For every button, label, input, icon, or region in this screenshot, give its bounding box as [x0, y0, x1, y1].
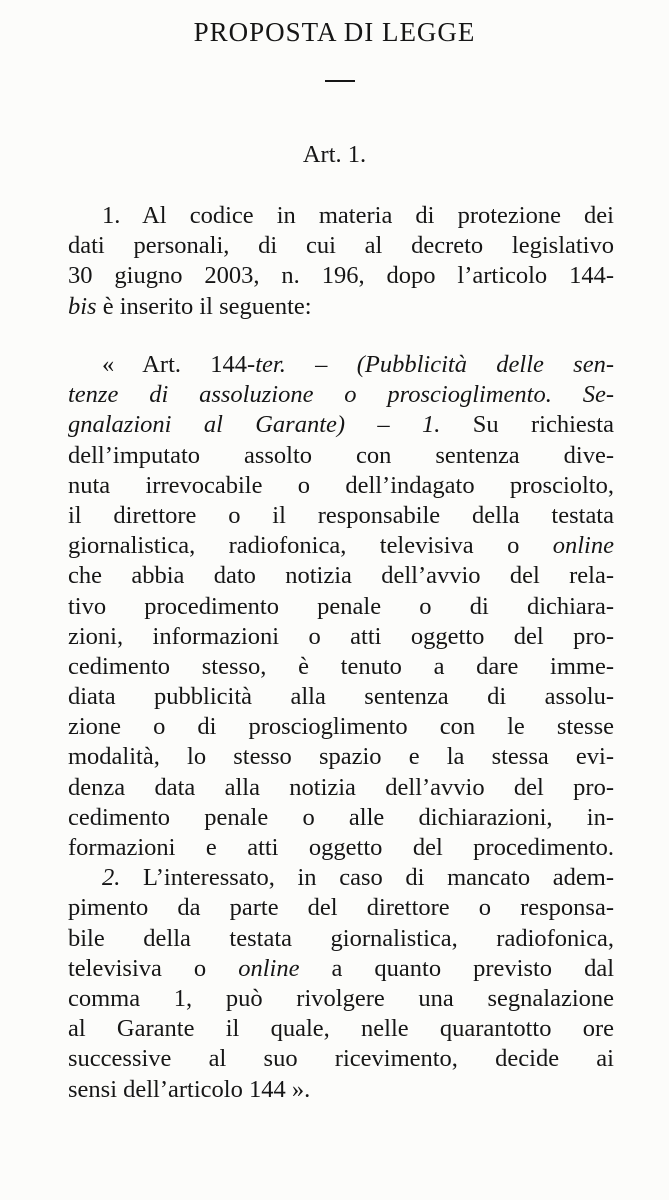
quoted-article-line: nuta irrevocabile o dell’indagato prosciolto,: [68, 471, 614, 499]
quoted-article-line: che abbia dato notizia dell’avvio del rela-: [68, 562, 614, 590]
quoted-article-line: pimento da parte del direttore o responsa-: [68, 894, 614, 922]
line-text: L’interessato, in caso di mancato adem-: [120, 864, 614, 892]
quoted-article-line: zioni, informazioni o atti oggetto del pro-: [68, 622, 614, 650]
quoted-article-line: tivo procedimento penale o di dichiara-: [68, 592, 614, 620]
quoted-article-line: bile della testata giornalistica, radiofonica,: [68, 924, 614, 952]
quoted-article-line: diata pubblicità alla sentenza di assolu-: [68, 683, 614, 711]
online-term: online: [238, 954, 300, 982]
comma-number: 1.: [422, 411, 441, 439]
quoted-article-line: dell’imputato assolto con sentenza dive-: [68, 441, 614, 469]
quoted-article-line: cedimento stesso, è tenuto a dare imme-: [68, 652, 614, 680]
article-heading: Art. 1.: [302, 141, 367, 168]
paragraph-1-line: 30 giugno 2003, n. 196, dopo l’articolo 144-: [68, 262, 614, 290]
bis-term: bis: [68, 292, 97, 320]
quoted-article-line: [68, 954, 614, 984]
ter-term: ter.: [255, 351, 286, 378]
quoted-article-line: [68, 863, 614, 893]
comma-number: 2.: [102, 864, 121, 892]
paragraph-1: [68, 201, 614, 322]
quoted-article-line: [68, 380, 614, 410]
line-text: –: [285, 351, 357, 378]
quoted-article-line: comma 1, può rivolgere una segnalazione: [68, 984, 614, 1012]
paragraph-1-line: 1. Al codice in materia di protezione dei: [102, 202, 614, 229]
line-text: a quanto previsto dal: [299, 954, 614, 982]
quoted-article: [68, 350, 614, 1105]
quoted-article-line: zione o di proscioglimento con le stesse: [68, 713, 614, 741]
article-rubric: tenze di assoluzione o proscioglimento. Se-: [68, 381, 614, 409]
article-rubric: (Pubblicità delle sen-: [356, 351, 614, 378]
quoted-article-line: [68, 350, 614, 380]
quoted-article-line: modalità, lo stesso spazio e la stessa evi-: [68, 743, 614, 771]
line-text: Su richiesta: [440, 411, 614, 439]
document-title: PROPOSTA DI LEGGE: [193, 17, 476, 47]
paragraph-1-line: [68, 292, 614, 322]
article-rubric: gnalazioni al Garante): [68, 411, 346, 439]
line-text: –: [345, 411, 423, 439]
quoted-article-line: [68, 410, 614, 440]
quoted-article-line: denza data alla notizia dell’avvio del pro-: [68, 773, 614, 801]
quoted-article-line: sensi dell’articolo 144 ».: [68, 1075, 311, 1103]
line-text: « Art. 144-: [102, 351, 256, 378]
quoted-article-line: cedimento penale o alle dichiarazioni, in-: [68, 803, 614, 831]
quoted-article-line: al Garante il quale, nelle quarantotto ore: [68, 1015, 614, 1043]
paragraph-1-line: dati personali, di cui al decreto legislativo: [68, 232, 614, 260]
title-separator: [325, 80, 355, 82]
line-text: televisiva o: [68, 954, 239, 982]
line-text: è inserito il seguente:: [96, 292, 312, 320]
quoted-article-line: formazioni e atti oggetto del procedimento.: [68, 834, 614, 861]
quoted-article-line: successive al suo ricevimento, decide ai: [68, 1045, 614, 1073]
line-text: giornalistica, radiofonica, televisiva o: [68, 532, 553, 560]
quoted-article-line: il direttore o il responsabile della testata: [68, 501, 614, 529]
quoted-article-line: [68, 531, 614, 561]
online-term: online: [552, 532, 614, 560]
